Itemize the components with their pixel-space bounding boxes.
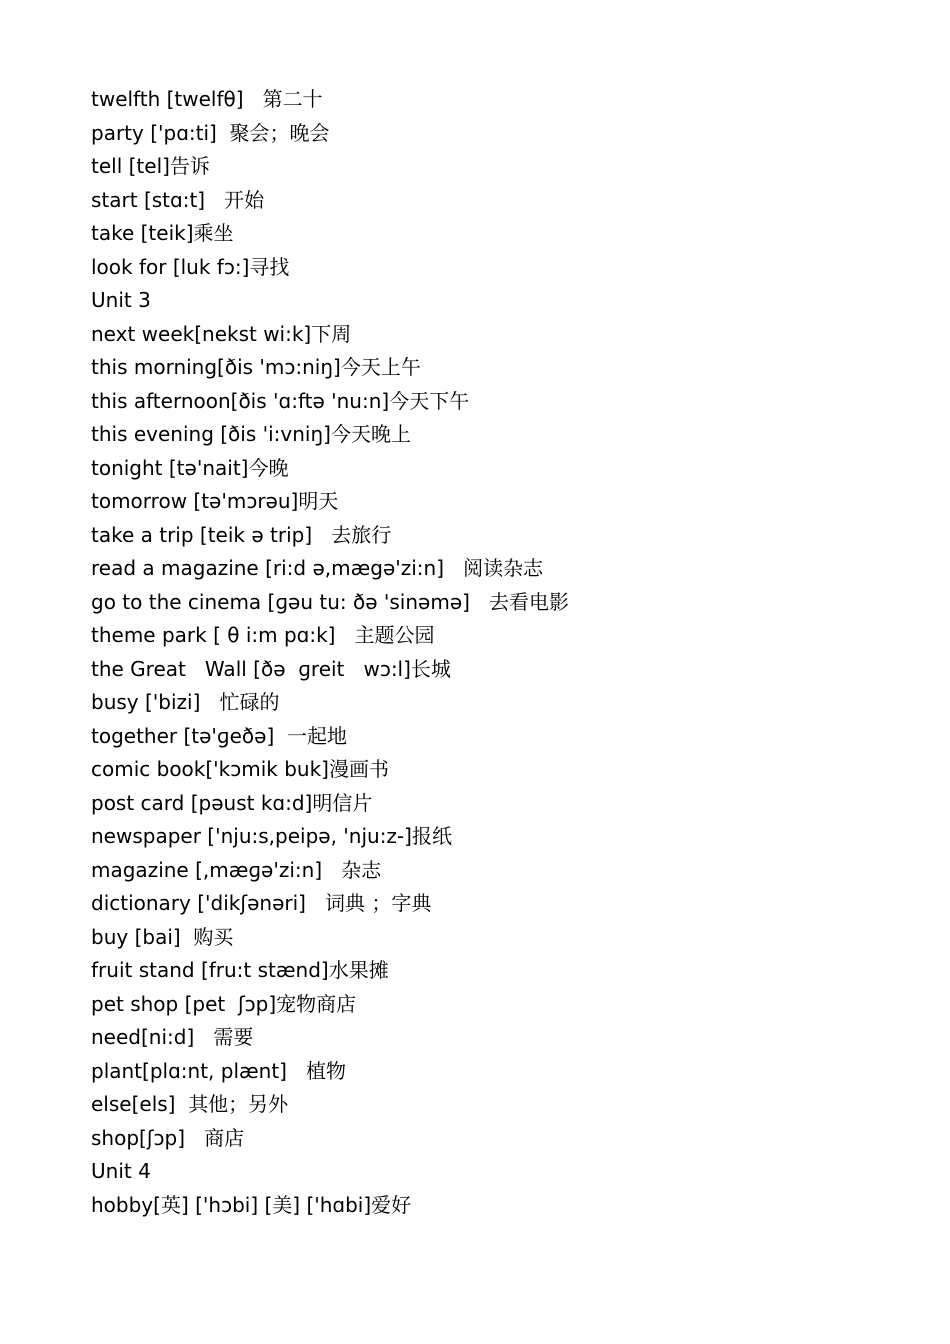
vocab-line: pet shop [pet ʃɔp]宠物商店 — [91, 991, 357, 1016]
vocab-line: this afternoon[ðis 'ɑ:ftə 'nu:n]今天下午 — [91, 388, 470, 413]
vocab-line: busy ['bizi] 忙碌的 — [91, 690, 280, 714]
vocab-line: need[ni:d] 需要 — [91, 1025, 254, 1049]
vocab-line: the Great Wall [ðə ɡreit wɔ:l]长城 — [91, 656, 451, 681]
vocab-line: comic book['kɔmik buk]漫画书 — [91, 757, 389, 781]
vocab-line: this morning[ðis 'mɔ:niŋ]今天上午 — [91, 355, 421, 379]
unit-heading: Unit 4 — [91, 1159, 151, 1183]
vocab-line: read a magazine [ri:d ə,mægə'zi:n] 阅读杂志 — [91, 556, 544, 580]
vocab-line: magazine [,mæɡə'zi:n] 杂志 — [91, 857, 382, 882]
vocab-line: shop[ʃɔp] 商店 — [91, 1125, 245, 1150]
vocab-line: party ['pɑ:ti] 聚会；晚会 — [91, 120, 330, 145]
vocab-line: dictionary ['dikʃənəri] 词典 ；字典 — [91, 891, 432, 915]
vocab-line: next week[nekst wi:k]下周 — [91, 321, 352, 346]
vocab-line: take [teik]乘坐 — [91, 221, 234, 245]
vocab-line: tell [tel]告诉 — [91, 154, 210, 178]
vocab-line: twelfth [twelfθ] 第二十 — [91, 87, 323, 111]
vocab-line: plant[plɑ:nt, plænt] 植物 — [91, 1058, 347, 1083]
vocab-line: newspaper ['nju:s,peipə, 'nju:z-]报纸 — [91, 824, 452, 848]
vocab-line: else[els] 其他；另外 — [91, 1092, 289, 1116]
vocab-line: go to the cinema [ɡəu tu: ðə 'sinəmə] 去看电影 — [91, 589, 569, 614]
vocab-line: buy [bai] 购买 — [91, 924, 234, 949]
vocab-line: this evening [ðis 'i:vniŋ]今天晚上 — [91, 422, 411, 446]
vocab-line: hobby[英] ['hɔbi] [美] ['hɑbi]爱好 — [91, 1192, 412, 1217]
vocab-line: start [stɑ:t] 开始 — [91, 187, 265, 212]
unit-heading: Unit 3 — [91, 288, 151, 312]
vocab-line: tomorrow [tə'mɔrəu]明天 — [91, 489, 339, 513]
vocab-line: theme park [ θ i:m pɑ:k] 主题公园 — [91, 623, 435, 647]
vocab-line: post card [pəust kɑ:d]明信片 — [91, 790, 373, 815]
vocab-line: tonight [tə'nait]今晚 — [91, 455, 289, 480]
vocab-line: look for [luk fɔ:]寻找 — [91, 254, 290, 279]
vocabulary-page — [91, 83, 911, 1222]
vocab-line: fruit stand [fru:t stænd]水果摊 — [91, 958, 389, 982]
vocab-line: together [tə'ɡeðə] 一起地 — [91, 723, 347, 748]
vocab-line: take a trip [teik ə trip] 去旅行 — [91, 522, 392, 547]
